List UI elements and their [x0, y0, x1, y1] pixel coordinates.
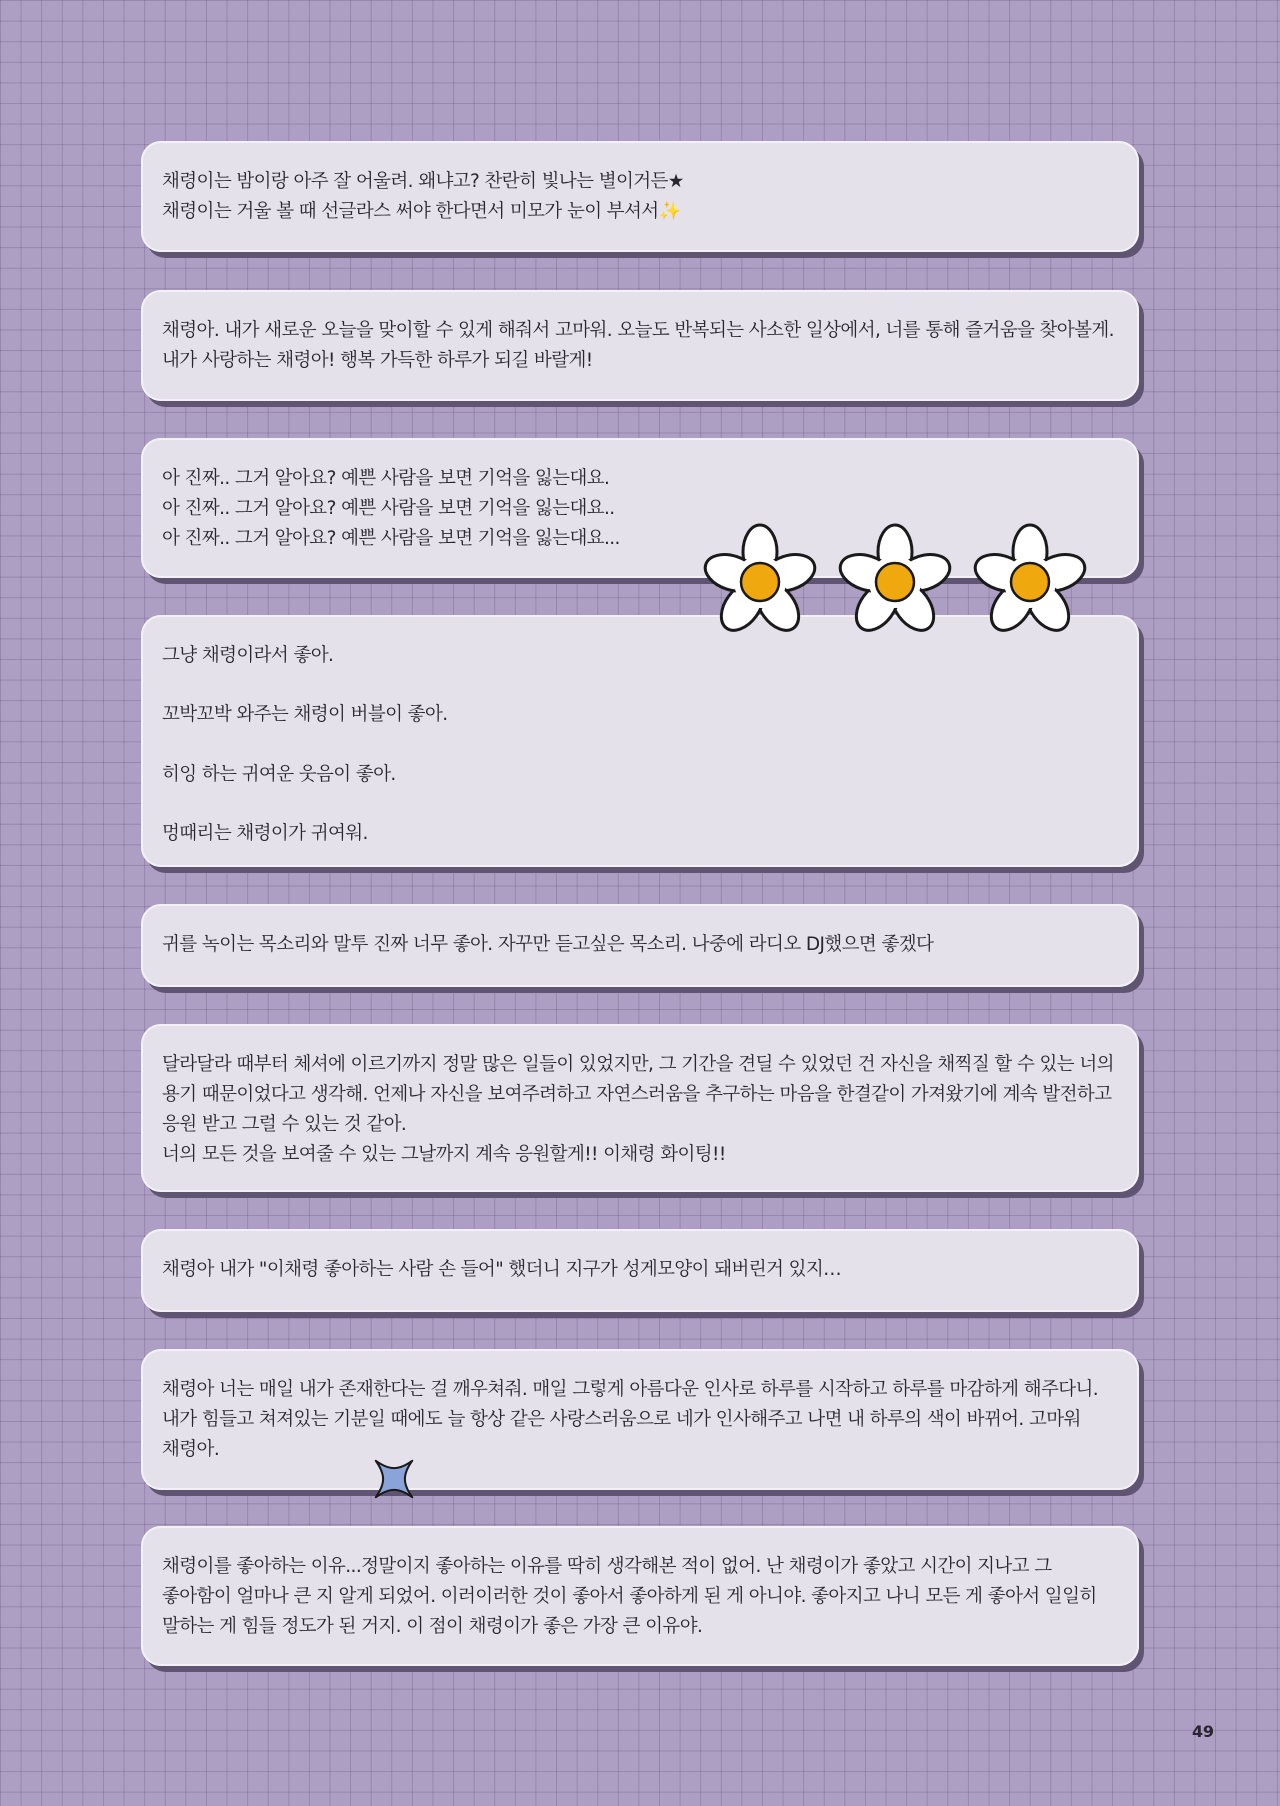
- flower-decoration: [700, 522, 1100, 642]
- four-point-star-icon: [364, 1449, 424, 1509]
- message-card-7: [141, 1229, 1139, 1312]
- message-card-9: [141, 1526, 1139, 1666]
- message-card-1: [141, 141, 1139, 252]
- message-card-8: [141, 1349, 1139, 1490]
- message-card-5: [141, 904, 1139, 987]
- message-text: 귀를 녹이는 목소리와 말투 진짜 너무 좋아. 자꾸만 듣고싶은 목소리. 나중에 라디오 DJ했으면 좋겠다: [162, 934, 934, 955]
- daisy-icon: [970, 522, 1090, 642]
- daisy-icon: [700, 522, 820, 642]
- message-card-4: [141, 615, 1139, 867]
- daisy-icon: [835, 522, 955, 642]
- message-text: 채령이는 밤이랑 아주 잘 어울려. 왜냐고? 찬란히 빛나는 별이거든★ 채령이는 거울 볼 때 선글라스 써야 한다면서 미모가 눈이 부셔서✨: [162, 171, 684, 222]
- message-text: 채령아. 내가 새로운 오늘을 맞이할 수 있게 해줘서 고마워. 오늘도 반복되는 사소한 일상에서, 너를 통해 즐거움을 찾아볼게. 내가 사랑하는 채령아! 행복 가득한 하루가 되길 바랄게!: [162, 320, 1114, 371]
- message-text: 아 진짜.. 그거 알아요? 예쁜 사람을 보면 기억을 잃는대요. 아 진짜.. 그거 알아요? 예쁜 사람을 보면 기억을 잃는대요.. 아 진짜.. 그거 알아요? 예쁜 사람을 보면 기억을 잃는대요...: [162, 468, 620, 549]
- message-text: 채령아 내가 "이채령 좋아하는 사람 손 들어" 했더니 지구가 성게모양이 돼버린거 있지…: [162, 1259, 842, 1280]
- message-text: 채령아 너는 매일 내가 존재한다는 걸 깨우쳐줘. 매일 그렇게 아름다운 인사로 하루를 시작하고 하루를 마감하게 해주다니. 내가 힘들고 쳐져있는 기분일 때에도 늘 항상 같은 사랑스러움으로 네가 인사해주고 나면 내 하루의 색이 바뀌어. 고마워 채령아.: [162, 1379, 1099, 1460]
- message-text: 채령이를 좋아하는 이유...정말이지 좋아하는 이유를 딱히 생각해본 적이 없어. 난 채령이가 좋았고 시간이 지나고 그 좋아함이 얼마나 큰 지 알게 되었어. 이러이러한 것이 좋아서 좋아하게 된 게 아니야. 좋아지고 나니 모든 게 좋아서 일일히 말하는 게 힘들 정도가 된 거지. 이 점이 채령이가 좋은 가장 큰 이유야.: [162, 1556, 1097, 1637]
- message-card-2: [141, 290, 1139, 401]
- message-text: 그냥 채령이라서 좋아. 꼬박꼬박 와주는 채령이 버블이 좋아. 히잉 하는 귀여운 웃음이 좋아. 멍때리는 채령이가 귀여워.: [162, 645, 448, 845]
- page-number: 49: [1192, 1722, 1214, 1741]
- message-card-6: [141, 1024, 1139, 1192]
- message-text: 달라달라 때부터 체셔에 이르기까지 정말 많은 일들이 있었지만, 그 기간을 견딜 수 있었던 건 자신을 채찍질 할 수 있는 너의 용기 때문이었다고 생각해. 언제나 자신을 보여주려하고 자연스러움을 추구하는 마음을 한결같이 가져왔기에 계속 발전하고 응원 받고 그럴 수 있는 것 같아. 너의 모든 것을 보여줄 수 있는 그날까지 계속 응원할게!! 이채령 화이팅!!: [162, 1054, 1114, 1165]
